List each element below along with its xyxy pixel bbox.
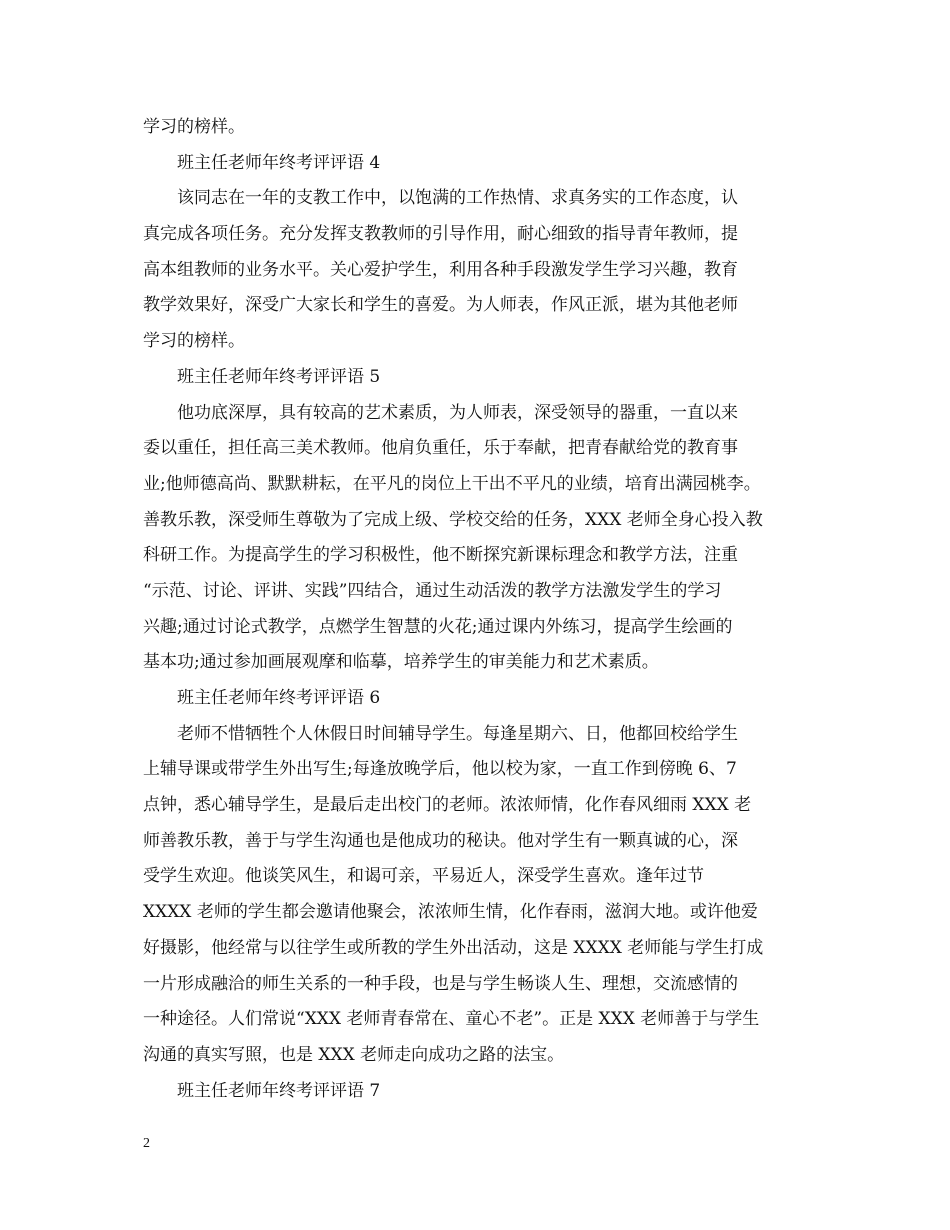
body-text-line: 委以重任，担任高三美术教师。他肩负重任，乐于奉献，把青春献给党的教育事 <box>143 438 738 459</box>
body-text-line: 上辅导课或带学生外出写生;每逢放晚学后，他以校为家，一直工作到傍晚 6、7 <box>143 759 737 780</box>
body-text-line: 兴趣;通过讨论式教学，点燃学生智慧的火花;通过课内外练习，提高学生绘画的 <box>143 616 733 637</box>
body-text-line: 教学效果好，深受广大家长和学生的喜爱。为人师表，作风正派，堪为其他老师 <box>143 295 738 316</box>
body-text-line: 该同志在一年的支教工作中，以饱满的工作热情、求真务实的工作态度，认 <box>143 188 738 209</box>
page-number: 2 <box>143 1136 150 1151</box>
body-text-line: XXXX 老师的学生都会邀请他聚会，浓浓师生情，化作春雨，滋润大地。或许他爱 <box>143 902 758 923</box>
body-text-line: 业;他师德高尚、默默耕耘，在平凡的岗位上干出不平凡的业绩，培育出满园桃李。 <box>143 473 761 494</box>
document-body <box>143 110 811 1109</box>
body-text-line: 点钟，悉心辅导学生，是最后走出校门的老师。浓浓师情，化作春风细雨 XXX 老 <box>143 795 752 816</box>
body-text-line: 他功底深厚，具有较高的艺术素质，为人师表，深受领导的器重，一直以来 <box>143 402 738 423</box>
body-text-line: 一种途径。人们常说“XXX 老师青春常在、童心不老”。正是 XXX 老师善于与学生 <box>143 1009 760 1030</box>
body-text-line: “示范、讨论、评讲、实践”四结合，通过生动活泼的教学方法激发学生的学习 <box>143 580 722 601</box>
body-text-line: 基本功;通过参加画展观摩和临摹，培养学生的审美能力和艺术素质。 <box>143 652 659 673</box>
body-text-line: 好摄影，他经常与以往学生或所教的学生外出活动，这是 XXXX 老师能与学生打成 <box>143 937 764 958</box>
section-heading: 班主任老师年终考评评语 5 <box>177 366 381 387</box>
section-heading: 班主任老师年终考评评语 7 <box>177 1080 381 1101</box>
body-text-line: 老师不惜牺牲个人休假日时间辅导学生。每逢星期六、日，他都回校给学生 <box>143 723 738 744</box>
body-text-line: 真完成各项任务。充分发挥支教教师的引导作用，耐心细致的指导青年教师，提 <box>143 224 738 245</box>
body-text-line: 善教乐教，深受师生尊敬为了完成上级、学校交给的任务，XXX 老师全身心投入教 <box>143 509 763 530</box>
body-text-line: 高本组教师的业务水平。关心爱护学生，利用各种手段激发学生学习兴趣，教育 <box>143 259 738 280</box>
body-text-line: 受学生欢迎。他谈笑风生，和谒可亲，平易近人，深受学生喜欢。逢年过节 <box>143 866 704 887</box>
section-heading: 班主任老师年终考评评语 6 <box>177 688 381 708</box>
body-text-line: 学习的榜样。 <box>143 331 245 352</box>
body-text-line: 师善教乐教，善于与学生沟通也是他成功的秘诀。他对学生有一颗真诚的心，深 <box>143 830 738 851</box>
body-text-line: 一片形成融洽的师生关系的一种手段，也是与学生畅谈人生、理想，交流感情的 <box>143 973 738 994</box>
body-text-line: 沟通的真实写照，也是 XXX 老师走向成功之路的法宝。 <box>143 1044 565 1065</box>
body-text-line: 科研工作。为提高学生的学习积极性，他不断探究新课标理念和教学方法，注重 <box>143 545 738 566</box>
body-text-line: 学习的榜样。 <box>143 117 245 137</box>
section-heading: 班主任老师年终考评评语 4 <box>177 152 381 173</box>
